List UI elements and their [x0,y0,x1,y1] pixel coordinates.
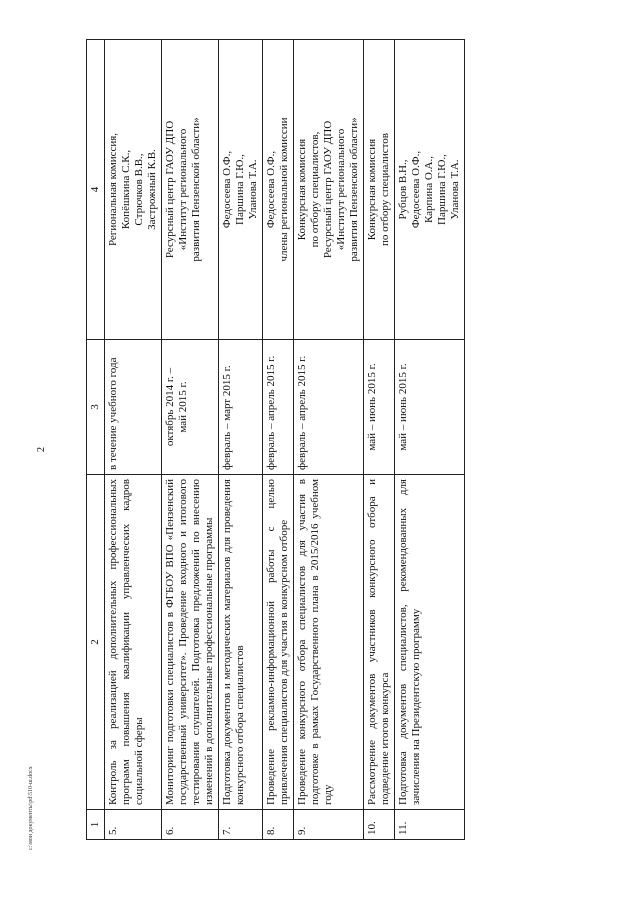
row-responsible: Конкурсная комиссия по отбору специалистов [364,40,395,340]
row-action: Контроль за реализацией дополнительных профессиональных программ повышения квалификации управленческих кадров социальной сферы [105,475,162,810]
rotated-table-container [86,40,594,840]
row-number: 6. [162,810,219,840]
row-term: февраль – апрель 2015 г. [294,340,364,475]
table-row [263,40,294,840]
header-col-3: 3 [87,340,105,475]
row-responsible: Федосеева О.Ф., Паршина Г.Ю., Уланова Т.А. [219,40,263,340]
row-term: в течение учебного года [105,340,162,475]
row-term: октябрь 2014 г. – май 2015 г. [162,340,219,475]
row-action: Проведение конкурсного отбора специалистов для участия в подготовке в рамках Государственного плана в 2015/2016 учебном году [294,475,364,810]
row-responsible: Ресурсный центр ГАОУ ДПО «Институт регионального развития Пензенской области» [162,40,219,340]
row-action: Проведение рекламно-информационной работы с целью привлечения специалистов для участия в конкурсном отборе [263,475,294,810]
table-row [294,40,364,840]
row-action: Мониторинг подготовки специалистов в ФГБОУ ВПО «Пензенский государственный университет». Проведение входного и итогового тестирования слушателей. Подготовка предложений по внесению изменений в дополнительные профессиональные программы [162,475,219,810]
row-responsible: Конкурсная комиссия по отбору специалистов, Ресурсный центр ГАОУ ДПО «Институт регионального развития Пензенской области» [294,40,364,340]
row-number: 10. [364,810,395,840]
table-row [364,40,395,840]
row-term: май – июнь 2015 г. [395,340,465,475]
row-action: Подготовка документов и методических материалов для проведения конкурсного отбора специалистов [219,475,263,810]
row-term: февраль – март 2015 г. [219,340,263,475]
table-row [162,40,219,840]
row-action: Подготовка документов специалистов, рекомендованных для зачисления на Президентскую программу [395,475,465,810]
row-number: 11. [395,810,465,840]
header-col-4: 4 [87,40,105,340]
footer-path: c:\мои документы\pd\510-ш.docx [28,766,34,850]
table-row [219,40,263,840]
row-number: 9. [294,810,364,840]
plan-table [86,39,465,840]
row-responsible: Федосеева О.Ф., члены региональной комиссии [263,40,294,340]
row-action: Рассмотрение документов участников конкурсного отбора и подведение итогов конкурса [364,475,395,810]
header-col-2: 2 [87,475,105,810]
page-number: 2 [36,447,47,452]
header-row [87,40,105,840]
row-number: 8. [263,810,294,840]
row-term: февраль – апрель 2015 г. [263,340,294,475]
row-number: 5. [105,810,162,840]
row-responsible: Рубцов В.Н., Федосеева О.Ф., Карпина О.А., Паршина Г.Ю., Уланова Т.А. [395,40,465,340]
table-row [395,40,465,840]
row-number: 7. [219,810,263,840]
table-row [105,40,162,840]
row-responsible: Региональная комиссия, Копёшкина С.К., Стрючков В.В., Застрожный К.В. [105,40,162,340]
header-col-1: 1 [87,810,105,840]
row-term: май – июнь 2015 г. [364,340,395,475]
